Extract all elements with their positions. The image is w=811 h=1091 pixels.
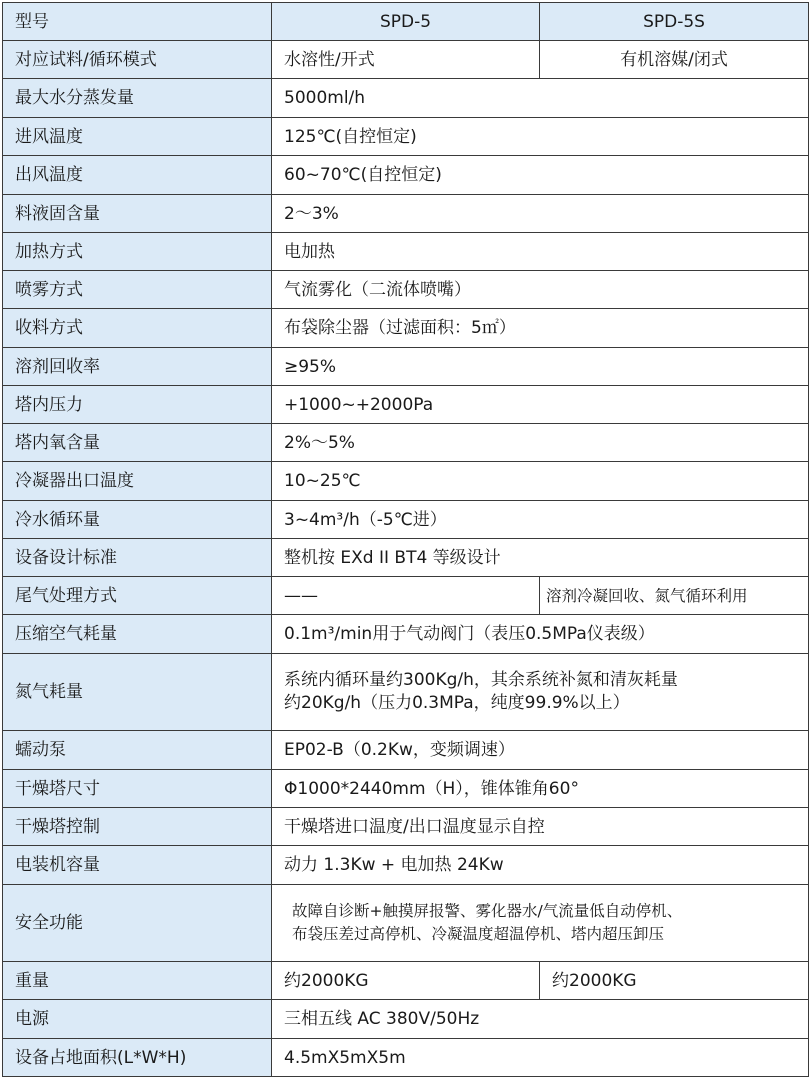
table-row [3, 846, 809, 885]
spec-table [2, 2, 809, 1077]
row-value-a: 约2000KG [272, 962, 540, 1000]
row-label: 设备占地面积(L*W*H) [3, 1039, 272, 1077]
table-row [3, 271, 809, 309]
row-label: 冷凝器出口温度 [3, 462, 272, 501]
row-label: 料液固含量 [3, 195, 272, 233]
row-value: ≥95% [272, 348, 809, 386]
table-row [3, 577, 809, 615]
table-row [3, 962, 809, 1000]
row-value-b: 溶剂冷凝回收、氮气循环利用 [540, 577, 809, 615]
row-label: 最大水分蒸发量 [3, 79, 272, 118]
row-value-a: —— [272, 577, 540, 615]
table-row [3, 386, 809, 424]
row-value: 三相五线 AC 380V/50Hz [272, 1000, 809, 1039]
row-label: 压缩空气耗量 [3, 615, 272, 654]
row-label: 喷雾方式 [3, 271, 272, 309]
table-row [3, 731, 809, 770]
row-value: 整机按 EXd II BT4 等级设计 [272, 539, 809, 577]
table-row [3, 118, 809, 156]
row-value: 干燥塔进口温度/出口温度显示自控 [272, 808, 809, 846]
value-line: 约20Kg/h（压力0.3MPa，纯度99.9%以上） [284, 693, 630, 713]
row-value: 布袋除尘器（过滤面积：5㎡） [272, 309, 809, 348]
row-label: 电装机容量 [3, 846, 272, 885]
row-value: 125℃(自控恒定) [272, 118, 809, 156]
row-value: 气流雾化（二流体喷嘴） [272, 271, 809, 309]
header-label: 型号 [3, 3, 272, 41]
row-label: 干燥塔尺寸 [3, 770, 272, 808]
table-row [3, 156, 809, 195]
table-row [3, 770, 809, 808]
row-value-a: 水溶性/开式 [272, 41, 540, 79]
row-label: 设备设计标准 [3, 539, 272, 577]
row-value: 0.1m³/min用于气动阀门（表压0.5MPa仪表级） [272, 615, 809, 654]
row-value: +1000~+2000Pa [272, 386, 809, 424]
table-row [3, 424, 809, 462]
value-line: 布袋压差过高停机、冷凝温度超温停机、塔内超压卸压 [292, 925, 665, 943]
table-row [3, 615, 809, 654]
row-label: 电源 [3, 1000, 272, 1039]
row-value-b: 有机溶媒/闭式 [540, 41, 809, 79]
table-row [3, 309, 809, 348]
row-value [272, 885, 809, 962]
row-label: 蠕动泵 [3, 731, 272, 770]
table-row [3, 233, 809, 271]
row-value: 10~25℃ [272, 462, 809, 501]
row-label: 塔内压力 [3, 386, 272, 424]
table-row [3, 1000, 809, 1039]
table-row [3, 885, 809, 962]
table-row [3, 348, 809, 386]
row-label: 氮气耗量 [3, 654, 272, 731]
table-row [3, 808, 809, 846]
row-label: 对应试料/循环模式 [3, 41, 272, 79]
model-a-header: SPD-5 [272, 3, 540, 41]
row-label: 溶剂回收率 [3, 348, 272, 386]
row-value: 动力 1.3Kw + 电加热 24Kw [272, 846, 809, 885]
header-row [3, 3, 809, 41]
row-value [272, 654, 809, 731]
table-row [3, 462, 809, 501]
table-row [3, 1039, 809, 1077]
value-line: 系统内循环量约300Kg/h，其余系统补氮和清灰耗量 [284, 670, 678, 690]
row-label: 干燥塔控制 [3, 808, 272, 846]
row-value: 2%～5% [272, 424, 809, 462]
row-value: Φ1000*2440mm（H），锥体锥角60° [272, 770, 809, 808]
row-label: 进风温度 [3, 118, 272, 156]
row-label: 尾气处理方式 [3, 577, 272, 615]
row-label: 塔内氧含量 [3, 424, 272, 462]
table-row [3, 195, 809, 233]
row-value: 2～3% [272, 195, 809, 233]
row-value: 60~70℃(自控恒定) [272, 156, 809, 195]
model-b-header: SPD-5S [540, 3, 809, 41]
row-value: 5000ml/h [272, 79, 809, 118]
row-label: 重量 [3, 962, 272, 1000]
row-label: 安全功能 [3, 885, 272, 962]
table-row [3, 41, 809, 79]
row-value: 3~4m³/h（-5℃进） [272, 501, 809, 539]
row-label: 出风温度 [3, 156, 272, 195]
row-label: 收料方式 [3, 309, 272, 348]
row-label: 加热方式 [3, 233, 272, 271]
row-value: 电加热 [272, 233, 809, 271]
table-row [3, 539, 809, 577]
table-row [3, 654, 809, 731]
row-value: EP02-B（0.2Kw，变频调速） [272, 731, 809, 770]
row-value: 4.5mX5mX5m [272, 1039, 809, 1077]
table-row [3, 79, 809, 118]
row-label: 冷水循环量 [3, 501, 272, 539]
table-row [3, 501, 809, 539]
row-value-b: 约2000KG [540, 962, 809, 1000]
value-line: 故障自诊断+触摸屏报警、雾化器水/气流量低自动停机、 [292, 902, 683, 920]
